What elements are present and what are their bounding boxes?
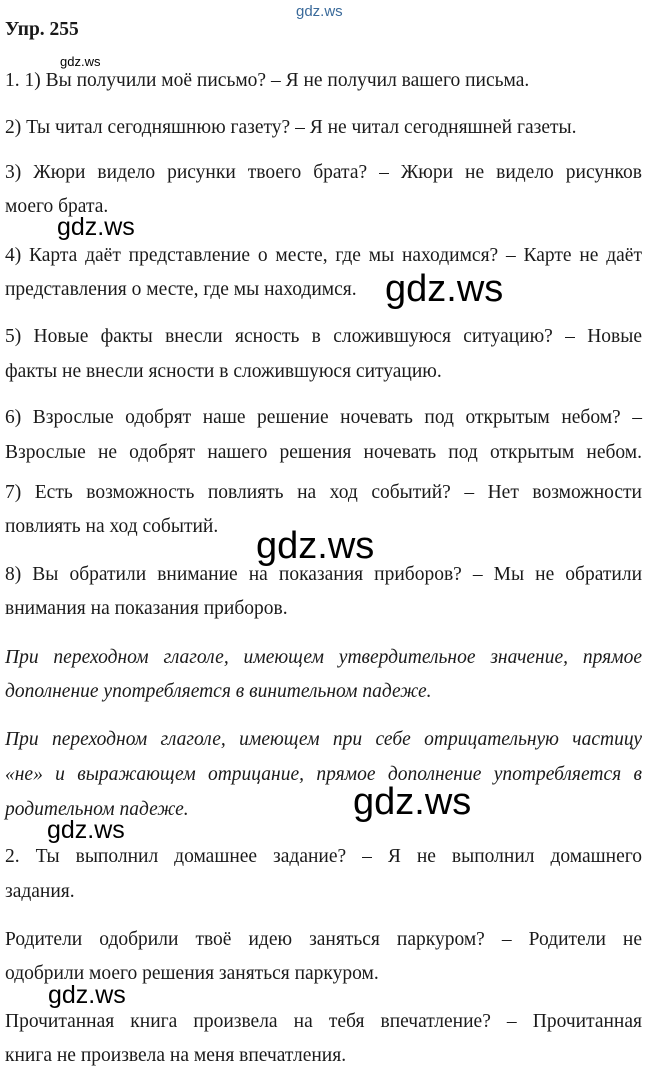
- text-line: Прочитанная книга произвела на тебя впечатление? – Прочитанная: [5, 1011, 642, 1032]
- rule-line: дополнение употребляется в винительном падеже.: [5, 681, 432, 702]
- rule-line: «не» и выражающем отрицание, прямое дополнение употребляется в: [5, 764, 642, 785]
- text-line: представления о месте, где мы находимся.: [5, 279, 357, 300]
- text-line: Взрослые не одобрят нашего решения ночевать под открытым небом.: [5, 442, 642, 463]
- text-line: задания.: [5, 881, 75, 902]
- text-line: книга не произвела на меня впечатления.: [5, 1045, 347, 1066]
- text-line: 3) Жюри видело рисунки твоего брата? – Жюри не видело рисунков: [5, 162, 642, 183]
- text-line: 5) Новые факты внесли ясность в сложившуюся ситуацию? – Новые: [5, 326, 642, 347]
- watermark: gdz.ws: [48, 981, 126, 1009]
- text-line: 1. 1) Вы получили моё письмо? – Я не получил вашего письма.: [5, 70, 530, 91]
- watermark: gdz.ws: [296, 3, 343, 20]
- watermark: gdz.ws: [60, 54, 101, 69]
- text-line: Родители одобрили твоё идею заняться паркуром? – Родители не: [5, 929, 642, 950]
- watermark: gdz.ws: [353, 781, 472, 823]
- text-line: 2) Ты читал сегодняшнюю газету? – Я не читал сегодняшней газеты.: [5, 117, 577, 138]
- exercise-title: Упр. 255: [5, 19, 79, 40]
- rule-line: При переходном глаголе, имеющем утвердительное значение, прямое: [5, 647, 642, 668]
- text-line: повлиять на ход событий.: [5, 516, 219, 537]
- watermark: gdz.ws: [57, 213, 135, 241]
- text-line: внимания на показания приборов.: [5, 598, 288, 619]
- text-line: 7) Есть возможность повлиять на ход событий? – Нет возможности: [5, 482, 642, 503]
- text-line: 4) Карта даёт представление о месте, где мы находимся? – Карте не даёт: [5, 245, 642, 266]
- text-line: одобрили моего решения заняться паркуром.: [5, 963, 379, 984]
- watermark: gdz.ws: [47, 816, 125, 844]
- text-line: 6) Взрослые одобрят наше решение ночевать под открытым небом? –: [5, 407, 642, 428]
- text-line: моего брата.: [5, 196, 109, 217]
- watermark: gdz.ws: [256, 525, 375, 567]
- rule-line: При переходном глаголе, имеющем при себе отрицательную частицу: [5, 729, 642, 750]
- rule-line: родительном падеже.: [5, 799, 189, 820]
- text-line: 2. Ты выполнил домашнее задание? – Я не выполнил домашнего: [5, 846, 642, 867]
- text-line: факты не внесли ясности в сложившуюся ситуацию.: [5, 361, 442, 382]
- text-line: 8) Вы обратили внимание на показания приборов? – Мы не обратили: [5, 564, 642, 585]
- watermark: gdz.ws: [385, 268, 504, 310]
